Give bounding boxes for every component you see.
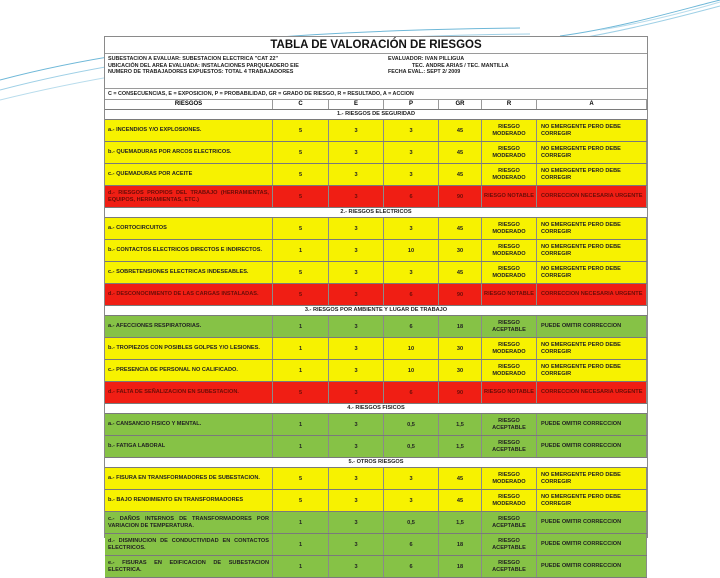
result-cell: RIESGO ACEPTABLE [482, 316, 537, 337]
action-cell: PUEDE OMITIR CORRECCION [537, 316, 647, 337]
action-cell: NO EMERGENTE PERO DEBE CORREGIR [537, 164, 647, 185]
p-cell: 0,5 [384, 512, 439, 533]
gr-cell: 45 [439, 164, 482, 185]
gr-cell: 1,5 [439, 436, 482, 457]
result-cell: RIESGO MODERADO [482, 142, 537, 163]
p-cell: 0,5 [384, 414, 439, 435]
table-row [105, 338, 647, 360]
risk-cell: b.- CONTACTOS ELECTRICOS DIRECTOS E INDIRECTOS. [105, 240, 273, 261]
c-cell: 5 [273, 490, 329, 511]
p-cell: 6 [384, 382, 439, 403]
action-cell: PUEDE OMITIR CORRECCION [537, 556, 647, 577]
header-r: R [482, 100, 537, 109]
table-row [105, 512, 647, 534]
section-title: 5.- OTROS RIESGOS [105, 458, 647, 468]
e-cell: 3 [329, 142, 384, 163]
c-cell: 1 [273, 414, 329, 435]
gr-cell: 30 [439, 240, 482, 261]
evaluator-label: EVALUADOR: IVAN PILLIGUA [388, 56, 465, 62]
p-cell: 3 [384, 120, 439, 141]
e-cell: 3 [329, 284, 384, 305]
table-row [105, 240, 647, 262]
c-cell: 5 [273, 164, 329, 185]
table-row [105, 316, 647, 338]
action-cell: CORRECCION NECESARIA URGENTE [537, 284, 647, 305]
c-cell: 1 [273, 556, 329, 577]
result-cell: RIESGO NOTABLE [482, 284, 537, 305]
action-cell: NO EMERGENTE PERO DEBE CORREGIR [537, 338, 647, 359]
section-title: 4.- RIESGOS FISICOS [105, 404, 647, 414]
table-row [105, 534, 647, 556]
p-cell: 6 [384, 316, 439, 337]
c-cell: 1 [273, 436, 329, 457]
e-cell: 3 [329, 316, 384, 337]
technicians-label: TEC. ANDRE ARIAS / TEC. MANTILLA [412, 62, 509, 69]
p-cell: 6 [384, 186, 439, 207]
action-cell: NO EMERGENTE PERO DEBE CORREGIR [537, 262, 647, 283]
evaluation-info [105, 54, 647, 89]
action-cell: NO EMERGENTE PERO DEBE CORREGIR [537, 490, 647, 511]
c-cell: 5 [273, 284, 329, 305]
p-cell: 10 [384, 360, 439, 381]
table-row [105, 142, 647, 164]
table-row [105, 262, 647, 284]
table-row [105, 468, 647, 490]
table-row [105, 360, 647, 382]
action-cell: CORRECCION NECESARIA URGENTE [537, 186, 647, 207]
table-row [105, 556, 647, 578]
risk-cell: a.- AFECCIONES RESPIRATORIAS. [105, 316, 273, 337]
e-cell: 3 [329, 360, 384, 381]
result-cell: RIESGO MODERADO [482, 240, 537, 261]
result-cell: RIESGO MODERADO [482, 360, 537, 381]
p-cell: 6 [384, 556, 439, 577]
gr-cell: 18 [439, 534, 482, 555]
risk-cell: b.- QUEMADURAS POR ARCOS ELECTRICOS. [105, 142, 273, 163]
e-cell: 3 [329, 490, 384, 511]
result-cell: RIESGO MODERADO [482, 338, 537, 359]
header-p: P [384, 100, 439, 109]
result-cell: RIESGO MODERADO [482, 218, 537, 239]
header-e: E [329, 100, 384, 109]
c-cell: 5 [273, 186, 329, 207]
workers-label: NUMERO DE TRABAJADORES EXPUESTOS: TOTAL 4 TRABAJADORES [108, 69, 294, 76]
risk-cell: a.- CANSANCIO FISICO Y MENTAL. [105, 414, 273, 435]
e-cell: 3 [329, 186, 384, 207]
result-cell: RIESGO MODERADO [482, 164, 537, 185]
gr-cell: 18 [439, 556, 482, 577]
result-cell: RIESGO ACEPTABLE [482, 414, 537, 435]
action-cell: PUEDE OMITIR CORRECCION [537, 512, 647, 533]
gr-cell: 45 [439, 218, 482, 239]
result-cell: RIESGO NOTABLE [482, 382, 537, 403]
gr-cell: 1,5 [439, 512, 482, 533]
c-cell: 1 [273, 360, 329, 381]
c-cell: 5 [273, 382, 329, 403]
p-cell: 10 [384, 338, 439, 359]
action-cell: NO EMERGENTE PERO DEBE CORREGIR [537, 142, 647, 163]
e-cell: 3 [329, 240, 384, 261]
p-cell: 3 [384, 164, 439, 185]
table-row [105, 120, 647, 142]
risk-cell: d.- DESCONOCIMIENTO DE LAS CARGAS INSTALADAS. [105, 284, 273, 305]
e-cell: 3 [329, 120, 384, 141]
action-cell: CORRECCION NECESARIA URGENTE [537, 382, 647, 403]
header-a: A [537, 100, 647, 109]
c-cell: 5 [273, 262, 329, 283]
gr-cell: 90 [439, 382, 482, 403]
gr-cell: 90 [439, 284, 482, 305]
risk-valuation-sheet [104, 36, 648, 573]
p-cell: 3 [384, 142, 439, 163]
e-cell: 3 [329, 512, 384, 533]
e-cell: 3 [329, 414, 384, 435]
result-cell: RIESGO MODERADO [482, 490, 537, 511]
gr-cell: 45 [439, 468, 482, 489]
eval-date-label: FECHA EVAL.: SEPT 2/ 2009 [388, 69, 461, 76]
action-cell: NO EMERGENTE PERO DEBE CORREGIR [537, 468, 647, 489]
c-cell: 5 [273, 218, 329, 239]
table-row [105, 284, 647, 306]
gr-cell: 30 [439, 338, 482, 359]
e-cell: 3 [329, 382, 384, 403]
e-cell: 3 [329, 262, 384, 283]
table-row [105, 414, 647, 436]
table-row [105, 186, 647, 208]
result-cell: RIESGO ACEPTABLE [482, 436, 537, 457]
risk-cell: c.- PRESENCIA DE PERSONAL NO CALIFICADO. [105, 360, 273, 381]
result-cell: RIESGO ACEPTABLE [482, 512, 537, 533]
action-cell: PUEDE OMITIR CORRECCION [537, 414, 647, 435]
gr-cell: 45 [439, 120, 482, 141]
p-cell: 3 [384, 218, 439, 239]
c-cell: 5 [273, 142, 329, 163]
table-row [105, 164, 647, 186]
action-cell: NO EMERGENTE PERO DEBE CORREGIR [537, 240, 647, 261]
table-row [105, 490, 647, 512]
section-title: 3.- RIESGOS POR AMBIENTE Y LUGAR DE TRABAJO [105, 306, 647, 316]
p-cell: 6 [384, 284, 439, 305]
c-cell: 1 [273, 240, 329, 261]
c-cell: 1 [273, 338, 329, 359]
table-row [105, 218, 647, 240]
result-cell: RIESGO MODERADO [482, 468, 537, 489]
p-cell: 3 [384, 468, 439, 489]
gr-cell: 18 [439, 316, 482, 337]
c-cell: 1 [273, 512, 329, 533]
risk-cell: b.- TROPIEZOS CON POSIBLES GOLPES Y/O LESIONES. [105, 338, 273, 359]
action-cell: NO EMERGENTE PERO DEBE CORREGIR [537, 360, 647, 381]
header-riesgos: RIESGOS [105, 100, 273, 109]
e-cell: 3 [329, 338, 384, 359]
result-cell: RIESGO ACEPTABLE [482, 534, 537, 555]
gr-cell: 30 [439, 360, 482, 381]
e-cell: 3 [329, 556, 384, 577]
action-cell: PUEDE OMITIR CORRECCION [537, 436, 647, 457]
section-title: 1.- RIESGOS DE SEGURIDAD [105, 110, 647, 120]
table-header [105, 100, 647, 110]
risk-cell: c.- QUEMADURAS POR ACEITE [105, 164, 273, 185]
c-cell: 5 [273, 468, 329, 489]
p-cell: 6 [384, 534, 439, 555]
p-cell: 3 [384, 490, 439, 511]
c-cell: 5 [273, 120, 329, 141]
risk-cell: c.- SOBRETENSIONES ELECTRICAS INDESEABLES. [105, 262, 273, 283]
c-cell: 1 [273, 534, 329, 555]
e-cell: 3 [329, 534, 384, 555]
table-body [105, 110, 647, 578]
location-label: UBICACIÓN DEL AREA EVALUADA: INSTALACIONES PARQUEADERO EIE [108, 62, 299, 69]
sheet-title: TABLA DE VALORACIÓN DE RIESGOS [105, 37, 647, 54]
risk-cell: a.- INCENDIOS Y/O EXPLOSIONES. [105, 120, 273, 141]
p-cell: 3 [384, 262, 439, 283]
section-title: 2.- RIESGOS ELECTRICOS [105, 208, 647, 218]
c-cell: 1 [273, 316, 329, 337]
action-cell: PUEDE OMITIR CORRECCION [537, 534, 647, 555]
gr-cell: 1,5 [439, 414, 482, 435]
result-cell: RIESGO NOTABLE [482, 186, 537, 207]
abbreviation-legend: C = CONSECUENCIAS, E = EXPOSICION, P = PROBABILIDAD, GR = GRADO DE RIESGO, R = RESULTADO, A = ACCION [105, 89, 647, 100]
result-cell: RIESGO MODERADO [482, 262, 537, 283]
header-c: C [273, 100, 329, 109]
risk-cell: e.- FISURAS EN EDIFICACION DE SUBESTACION ELECTRICA. [105, 556, 273, 577]
risk-cell: d.- RIESGOS PROPIOS DEL TRABAJO (HERRAMIENTAS, EQUIPOS, HERRAMIENTAS, ETC.) [105, 186, 273, 207]
action-cell: NO EMERGENTE PERO DEBE CORREGIR [537, 120, 647, 141]
p-cell: 0,5 [384, 436, 439, 457]
table-row [105, 436, 647, 458]
risk-cell: a.- FISURA EN TRANSFORMADORES DE SUBESTACION. [105, 468, 273, 489]
e-cell: 3 [329, 164, 384, 185]
action-cell: NO EMERGENTE PERO DEBE CORREGIR [537, 218, 647, 239]
e-cell: 3 [329, 218, 384, 239]
result-cell: RIESGO MODERADO [482, 120, 537, 141]
risk-cell: b.- FATIGA LABORAL [105, 436, 273, 457]
e-cell: 3 [329, 436, 384, 457]
risk-cell: a.- CORTOCIRCUITOS [105, 218, 273, 239]
result-cell: RIESGO ACEPTABLE [482, 556, 537, 577]
e-cell: 3 [329, 468, 384, 489]
substation-label: SUBESTACION A EVALUAR: SUBESTACION ELECTRICA "CAT 22" [108, 56, 279, 62]
gr-cell: 45 [439, 262, 482, 283]
risk-cell: d.- DISMINUCION DE CONDUCTIVIDAD EN CONTACTOS ELECTRICOS. [105, 534, 273, 555]
risk-cell: d.- FALTA DE SEÑALIZACION EN SUBESTACION. [105, 382, 273, 403]
risk-cell: c.- DAÑOS INTERNOS DE TRANSFORMADORES POR VARIACION DE TEMPERATURA. [105, 512, 273, 533]
gr-cell: 45 [439, 142, 482, 163]
p-cell: 10 [384, 240, 439, 261]
gr-cell: 90 [439, 186, 482, 207]
risk-cell: b.- BAJO RENDIMIENTO EN TRANSFORMADORES [105, 490, 273, 511]
table-row [105, 382, 647, 404]
gr-cell: 45 [439, 490, 482, 511]
header-gr: GR [439, 100, 482, 109]
